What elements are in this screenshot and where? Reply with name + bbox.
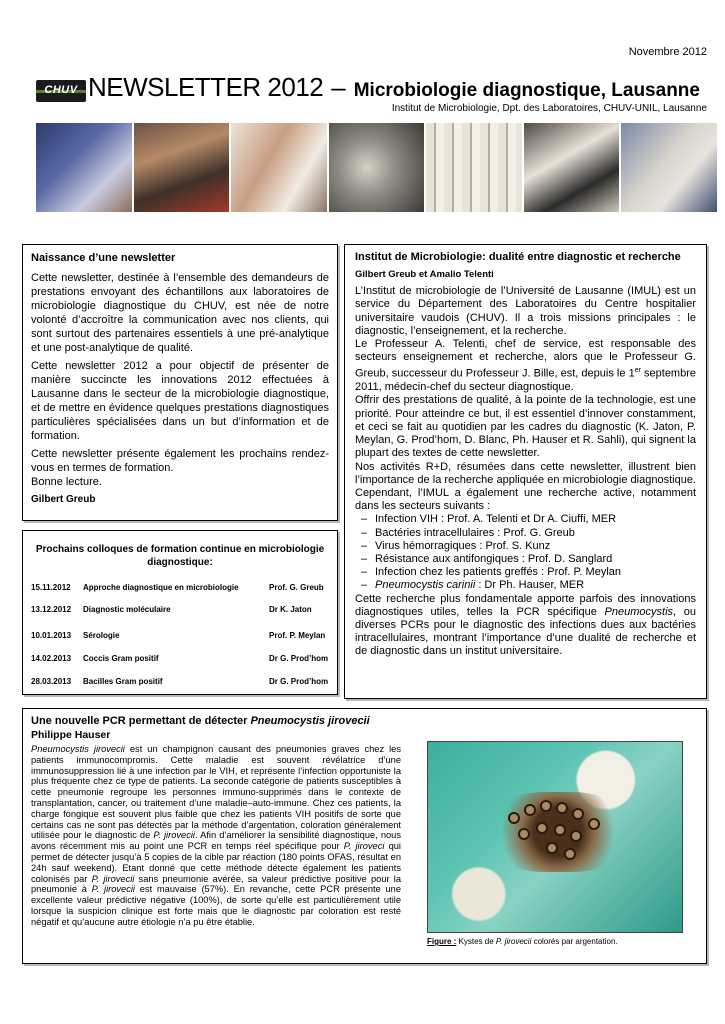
cyst	[536, 822, 548, 834]
institut-box	[344, 244, 707, 699]
italic-run: Pneumocystis carinii	[375, 579, 476, 592]
intro-box	[22, 244, 338, 521]
colloque-topic: Approche diagnostique en microbiologie	[83, 583, 239, 592]
cyst	[554, 824, 566, 836]
cyst	[524, 804, 536, 816]
photo-computer-station	[621, 123, 717, 212]
chuv-logo	[36, 80, 86, 102]
colloque-row	[31, 631, 331, 643]
micrograph-image	[427, 741, 683, 933]
text-run: qui permet de détecter jusqu’à 5 copies de la cible par réaction (180 points OFAS, résultat en 24h sauf weekend). Etant donné que cette méthode détecte également les patients colonisés par	[31, 841, 401, 884]
institut-authors: Gilbert Greub et Amalio Telenti	[355, 269, 494, 280]
text-run: septembre 2011, médecin-chef du secteur diagnostique.	[355, 368, 696, 394]
intro-signature: Gilbert Greub	[31, 494, 96, 505]
text-run: Le Professeur A. Telenti, chef de service, est responsable des secteurs enseignement et recherche, alors que le Professeur G. Greub, successeur du Professeur J. Bille, est, depuis le 1	[355, 338, 696, 381]
text-run: Kystes de	[456, 937, 496, 946]
caption-label: Figure :	[427, 937, 457, 946]
colloques-heading: Prochains colloques de formation continue en microbiologie diagnostique:	[35, 544, 325, 568]
figure-caption	[427, 937, 618, 946]
colloque-topic: Bacilles Gram positif	[83, 677, 163, 686]
intro-heading: Naissance d’une newsletter	[31, 252, 176, 264]
cyst	[546, 842, 558, 854]
cyst	[508, 812, 520, 824]
pcr-heading	[31, 715, 370, 727]
newsletter-title	[88, 72, 700, 103]
cyst	[564, 848, 576, 860]
pcr-body	[31, 744, 401, 928]
intro-paragraph: Cette newsletter, destinée à l’ensemble des demandeurs de prestations envoyant des échantillons aux laboratoires de microbiologie diagnostique du CHUV, est née de notre volonté d’accroître la communication avec nos clients, qui sont surtout des partenaires essentiels à une pré-analytique et une post-analytique de qualité.	[31, 272, 329, 354]
colloque-row	[31, 605, 331, 617]
list-item: – Résistance aux antifongiques : Prof. D. Sanglard	[361, 553, 696, 566]
title-dash: –	[331, 72, 346, 102]
title-main: NEWSLETTER 2012	[88, 72, 324, 102]
cyst	[556, 802, 568, 814]
institut-paragraph: Offrir des prestations de qualité, à la pointe de la technologie, est une priorité. Pour atteindre ce but, il est essentiel d’innover constamment, et ceci se fait au quotidien par les cadres du diagnostic (K. Jaton, P. Meylan, G. Prod’hom, D. Blanc, Ph. Hauser et R. Sahli), qui signent la plupart des textes de cette newsletter.	[355, 394, 696, 460]
issue-date: Novembre 2012	[628, 46, 707, 58]
cyst	[572, 808, 584, 820]
italic-run: P. jiroveci	[343, 841, 385, 852]
colloque-speaker: Dr G. Prod’hom	[269, 654, 329, 663]
pcr-article-box	[22, 708, 707, 964]
colloque-speaker: Prof. P. Meylan	[269, 631, 326, 640]
cyst	[588, 818, 600, 830]
colloque-row	[31, 677, 331, 689]
institut-paragraph	[355, 338, 696, 394]
italic-run: P. jirovecii	[495, 937, 532, 946]
research-list	[361, 513, 696, 592]
colloque-topic: Diagnostic moléculaire	[83, 605, 171, 614]
cyst	[540, 800, 552, 812]
photo-sample-rack	[426, 123, 522, 212]
list-item: – Infection VIH : Prof. A. Telenti et Dr A. Ciuffi, MER	[361, 513, 696, 526]
colloque-topic: Sérologie	[83, 631, 120, 640]
photo-strip	[36, 123, 717, 212]
colloque-speaker: Dr G. Prod’hom	[269, 677, 329, 686]
text-run: est mauvaise (57%). En revanche, cette PCR présente une excellente valeur prédictive négative (100%), de sorte qu’elle est particulièrement utile lorsque la suspicion clinique est forte mais que le diagnostic par coloration est resté négatif et qu’aucune autre étiologie n’a pu être établie.	[31, 884, 401, 927]
text-run: Une nouvelle PCR permettant de détecter	[31, 715, 251, 727]
cyst	[518, 828, 530, 840]
italic-run: P. jirovecii	[91, 873, 135, 884]
italic-run: P. jirovecii	[91, 884, 136, 895]
italic-run: Pneumocystis jirovecii	[250, 715, 370, 727]
colloque-date: 15.11.2012	[31, 583, 71, 592]
superscript: er	[634, 367, 641, 375]
italic-run: Pneumocystis jirovecii	[31, 744, 125, 754]
colloque-row	[31, 583, 331, 595]
colloque-date: 13.12.2012	[31, 605, 72, 614]
institut-paragraph: L’Institut de microbiologie de l’Université de Lausanne (IMUL) est un service du Département des Laboratoires du Centre hospitalier universitaire vaudois (CHUV). Il a trois missions principales : le diagnostic, l’enseignement, et la recherche.	[355, 285, 696, 337]
italic-run: Pneumocystis	[604, 605, 674, 618]
colloque-speaker: Prof. G. Greub	[269, 583, 324, 592]
pcr-author: Philippe Hauser	[31, 729, 111, 741]
list-item	[361, 579, 696, 592]
text-run: Cette recherche plus fondamentale apporte parfois des innovations diagnostiques utiles, telles la PCR spécifique	[355, 592, 696, 618]
text-run: sans pneumonie avérée, sa valeur prédictive positive pour la pneumonie à	[31, 873, 401, 895]
institut-paragraph: Nos activités R+D, résumées dans cette newsletter, illustrent bien l’importance de la recherche appliquée en microbiologie diagnostique. Cependant, l’IMUL a également une recherche active, notamment dans les secteurs suivants :	[355, 460, 696, 513]
photo-microscope	[524, 123, 620, 212]
list-item: – Infection chez les patients greffés : Prof. P. Meylan	[361, 566, 696, 579]
intro-paragraph: Cette newsletter 2012 a pour objectif de présenter de manière succincte les innovations 2012 effectuées à Lausanne dans le secteur de la microbiologie diagnostique, et de mettre en évidence quelques prestations diagnostiques particulières spécialisées dans un but d’information et de formation.	[31, 360, 329, 442]
affiliation: Institut de Microbiologie, Dpt. des Laboratoires, CHUV-UNIL, Lausanne	[391, 103, 707, 114]
photo-lab-instrument	[36, 123, 132, 212]
photo-petri-dishes	[329, 123, 425, 212]
colloque-date: 10.01.2013	[31, 631, 72, 640]
colloque-date: 28.03.2013	[31, 677, 72, 686]
title-subtitle: Microbiologie diagnostique, Lausanne	[353, 80, 700, 101]
text-run: . Afin d’améliorer la sensibilité diagnostique, nous avons récemment mis au point une PCR en temps réel spécifique pour	[31, 830, 401, 852]
colloque-speaker: Dr K. Jaton	[269, 605, 312, 614]
photo-lab-worker	[231, 123, 327, 212]
colloques-box	[22, 530, 338, 695]
text-run: , ou diverses PCRs pour le diagnostic des infections dues aux bactéries intracellulaires, montrant l’importance d’une dualité de recherche et de diagnostic dans un institut universitaire.	[355, 605, 696, 658]
text-run: : Dr Ph. Hauser, MER	[475, 579, 585, 592]
text-run: colorés par argentation.	[531, 937, 618, 946]
colloque-topic: Coccis Gram positif	[83, 654, 159, 663]
colloque-row	[31, 654, 331, 666]
list-item: – Bactéries intracellulaires : Prof. G. Greub	[361, 527, 696, 540]
logo-text: CHUV	[44, 84, 78, 96]
intro-paragraph: Cette newsletter présente également les prochains rendez-vous en termes de formation.	[31, 448, 329, 474]
intro-closing: Bonne lecture.	[31, 476, 102, 488]
colloque-date: 14.02.2013	[31, 654, 72, 663]
cyst	[570, 830, 582, 842]
institut-paragraph	[355, 593, 696, 659]
list-item: – Virus hémorragiques : Prof. S. Kunz	[361, 540, 696, 553]
text-run: est un champignon causant des pneumonies graves chez les patients immunocompromis. Cette maladie est souvent révélatrice d’une immunosuppression lié à une infection par le VIH, et représente l’infection opportuniste la plus fréquente chez ce type de patients. La seconde catégorie de patients susceptibles à cette pneumonie regroupe les personnes immuno-supprimés dans le contexte de transplantation, cancer, ou traitement d’une maladie–auto-immune. Chez ces patients, la charge fongique est souvent plus faible que chez les patients VIH positifs de sorte que certains cas ne sont pas détectés par la méthode d’argentation, coloration généralement utilisée pour le diagnostic de	[31, 744, 401, 841]
italic-run: P. jirovecii	[153, 830, 195, 841]
photo-lab-technician	[134, 123, 230, 212]
institut-heading: Institut de Microbiologie: dualité entre diagnostic et recherche	[355, 251, 681, 263]
